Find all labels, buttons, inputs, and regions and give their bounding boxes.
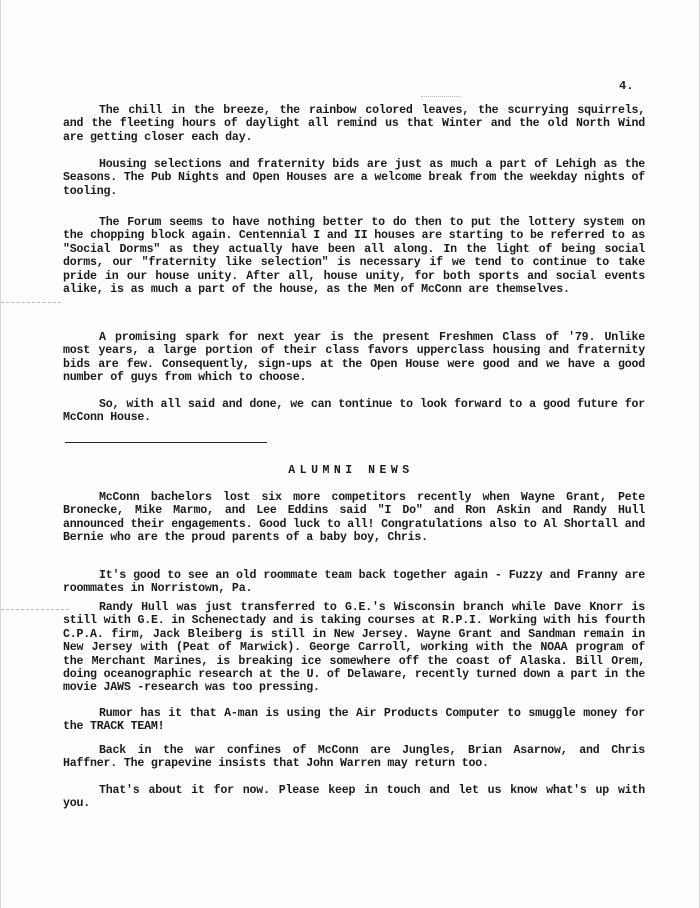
page-number: 4. (619, 79, 634, 93)
paragraph-housing: Housing selections and fraternity bids are just as much a part of Lehigh as the Seasons. The Pub Nights and Open Houses are a welcome break from the weekday nights of tooling. (63, 158, 645, 198)
alumni-paragraph-roommates: It's good to see an old roommate team back together again - Fuzzy and Franny are roommates in Norristown, Pa. (63, 569, 645, 596)
paragraph-forum: The Forum seems to have nothing better to do then to put the lottery system on the chopping block again. Centennial I and II houses are starting to be referred to as "Social Dorms" as they actually have been all along. In the light of being social dorms, our "fraternity like selection" is necessary if we tend to continue to take pride in our house unity. After all, house unity, for both sports and social events alike, is as much a part of the house, as the Men of McConn are themselves. (63, 216, 645, 297)
alumni-paragraph-weddings: McConn bachelors lost six more competitors recently when Wayne Grant, Pete Bronecke, Mike Marmo, and Lee Eddins said "I Do" and Ron Askin and Randy Hull announced their engagements. Good luck to all! Congratulations also to Al Shortall and Bernie who are the proud parents of a baby boy, Chris. (63, 491, 645, 545)
scan-artifact (421, 96, 461, 97)
alumni-paragraph-rumor: Rumor has it that A-man is using the Air Products Computer to smuggle money for the TRACK TEAM! (63, 707, 645, 734)
alumni-paragraph-back-in-mcconn: Back in the war confines of McConn are Jungles, Brian Asarnow, and Chris Haffner. The grapevine insists that John Warren may return too. (63, 744, 645, 771)
scan-artifact (1, 609, 69, 610)
section-divider (65, 442, 267, 443)
paragraph-autumn: The chill in the breeze, the rainbow colored leaves, the scurrying squirrels, and the fleeting hours of daylight all remind us that Winter and the old North Wind are getting closer each day. (63, 104, 645, 144)
scan-artifact (1, 302, 61, 303)
alumni-news-heading: ALUMNI NEWS (288, 464, 414, 477)
alumni-paragraph-closing: That's about it for now. Please keep in touch and let us know what's up with you. (63, 784, 645, 811)
paragraph-future: So, with all said and done, we can tontinue to look forward to a good future for McConn House. (63, 398, 645, 425)
paragraph-freshmen: A promising spark for next year is the present Freshmen Class of '79. Unlike most years, a large portion of their class favors upperclass housing and fraternity bids are few. Consequently, sign-ups at the Open House were good and we have a good number of guys from which to choose. (63, 331, 645, 385)
alumni-paragraph-whereabouts: Randy Hull was just transferred to G.E.'s Wisconsin branch while Dave Knorr is still with G.E. in Schenectady and is taking courses at R.P.I. Working with his fourth C.P.A. firm, Jack Bleiberg is still in New Jersey. Wayne Grant and Sandman remain in New Jersey with (Peat of Marwick). George Carroll, working with the NOAA program of the Merchant Marines, is breaking ice somewhere off the coast of Alaska. Bill Orem, doing oceanographic research at the U. of Delaware, recently turned down a part in the movie JAWS -research was too pressing. (63, 601, 645, 695)
